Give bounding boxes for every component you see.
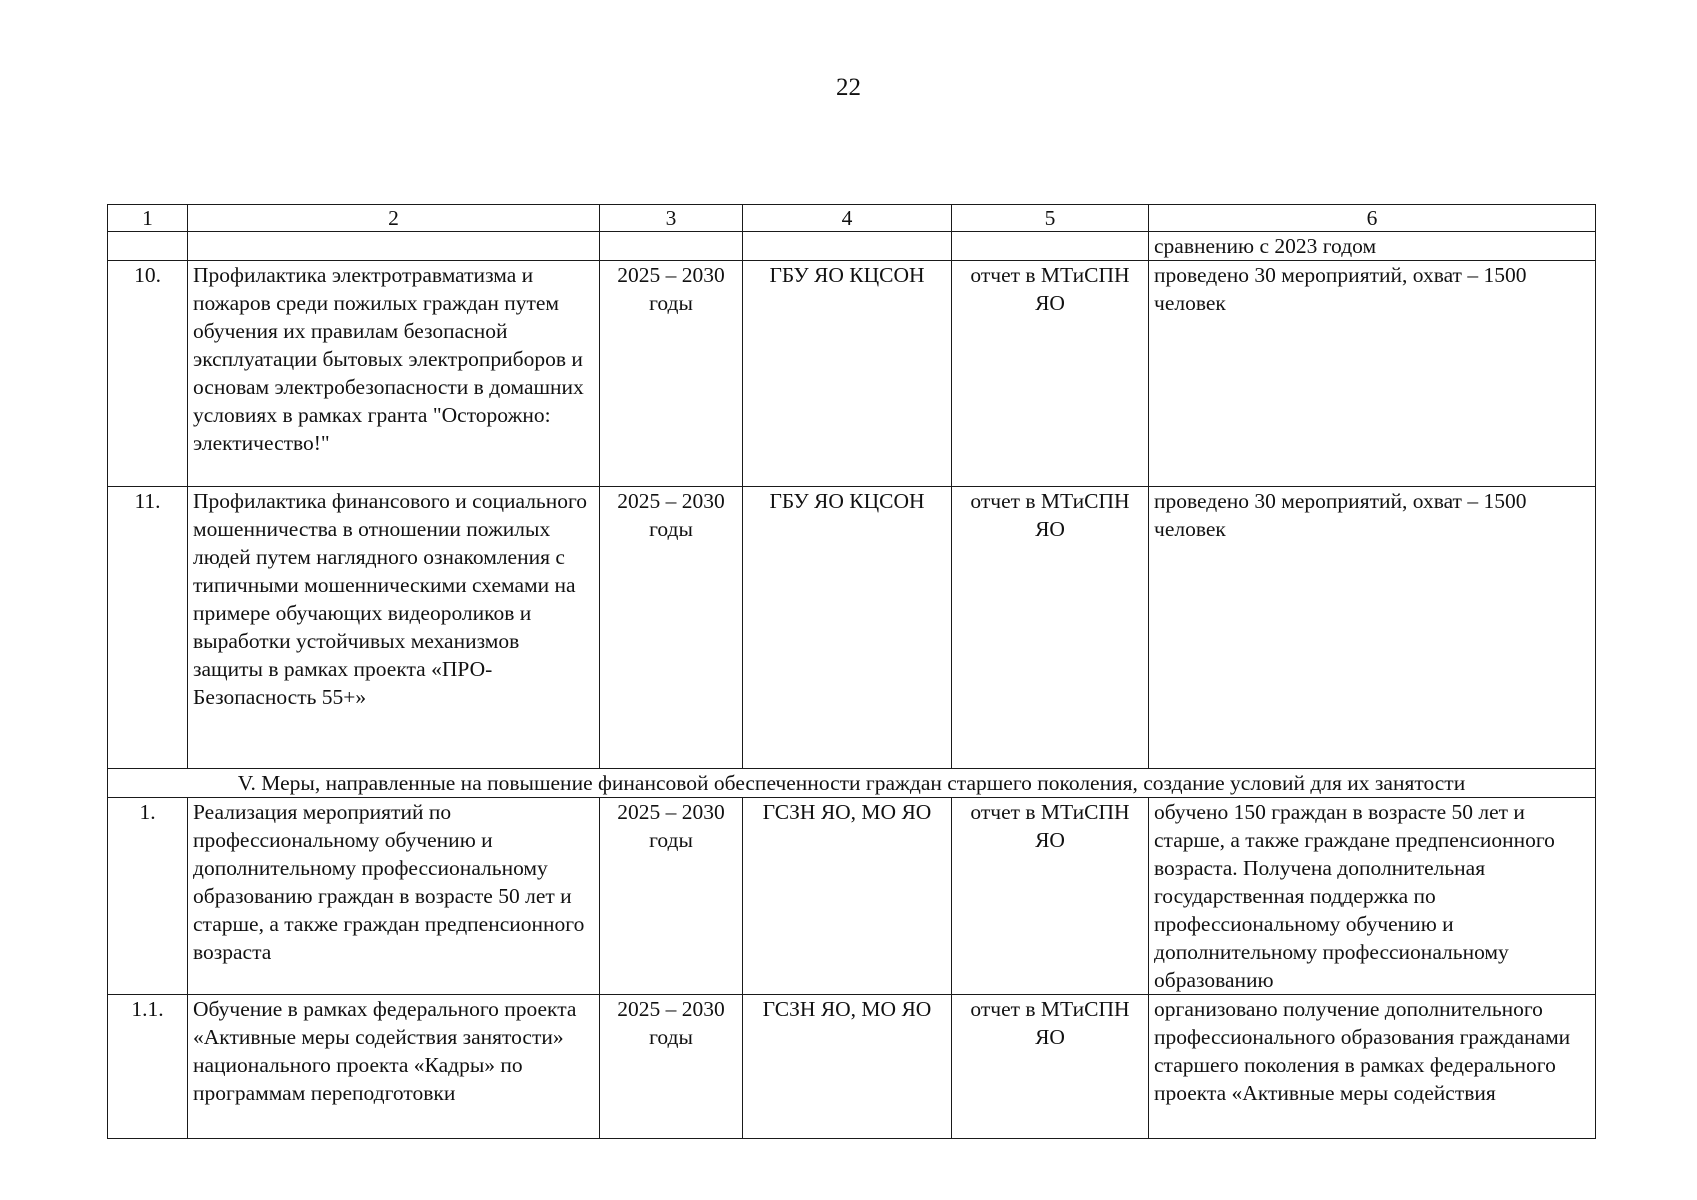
period-cell: 2025 – 2030 годы bbox=[600, 995, 743, 1139]
activity-cell: Профилактика электротравматизма и пожаров среди пожилых граждан путем обучения их правилам безопасной эксплуатации бытовых электроприборов и основам электробезопасности в домашних условиях в рамках гранта "Осторожно: электичество!" bbox=[188, 261, 600, 487]
activity-cell: Профилактика финансового и социального мошенничества в отношении пожилых людей путем наглядного ознакомления с типичными мошенническими схемами на примере обучающих видеороликов и выработки устойчивых механизмов защиты в рамках проекта «ПРО-Безопасность 55+» bbox=[188, 487, 600, 769]
column-number: 5 bbox=[952, 205, 1149, 232]
executor-cell: ГСЗН ЯО, МО ЯО bbox=[743, 798, 952, 995]
column-number: 1 bbox=[108, 205, 188, 232]
table-row bbox=[108, 487, 1596, 769]
continuation-row bbox=[108, 232, 1596, 261]
column-number: 6 bbox=[1149, 205, 1596, 232]
column-number: 4 bbox=[743, 205, 952, 232]
result-cell: организовано получение дополнительного профессионального образования гражданами старшего поколения в рамках федерального проекта «Активные меры содействия bbox=[1149, 995, 1596, 1139]
continuation-text: сравнению с 2023 годом bbox=[1149, 232, 1596, 261]
table-row bbox=[108, 798, 1596, 995]
table-row bbox=[108, 261, 1596, 487]
table-header-row bbox=[108, 205, 1596, 232]
result-cell: проведено 30 мероприятий, охват – 1500 человек bbox=[1149, 487, 1596, 769]
row-number: 1.1. bbox=[108, 995, 188, 1139]
result-cell: обучено 150 граждан в возрасте 50 лет и старше, а также граждане предпенсионного возраста. Получена дополнительная государственная поддержка по профессиональному обучению и дополнительному профессиональному образованию bbox=[1149, 798, 1596, 995]
executor-cell: ГБУ ЯО КЦСОН bbox=[743, 261, 952, 487]
activity-cell: Обучение в рамках федерального проекта «Активные меры содействия занятости» национального проекта «Кадры» по программам переподготовки bbox=[188, 995, 600, 1139]
period-cell: 2025 – 2030 годы bbox=[600, 798, 743, 995]
result-cell: проведено 30 мероприятий, охват – 1500 человек bbox=[1149, 261, 1596, 487]
period-cell: 2025 – 2030 годы bbox=[600, 261, 743, 487]
report-cell: отчет в МТиСПН ЯО bbox=[952, 798, 1149, 995]
executor-cell: ГСЗН ЯО, МО ЯО bbox=[743, 995, 952, 1139]
report-cell: отчет в МТиСПН ЯО bbox=[952, 995, 1149, 1139]
column-number: 2 bbox=[188, 205, 600, 232]
column-number: 3 bbox=[600, 205, 743, 232]
executor-cell: ГБУ ЯО КЦСОН bbox=[743, 487, 952, 769]
report-cell: отчет в МТиСПН ЯО bbox=[952, 261, 1149, 487]
report-cell: отчет в МТиСПН ЯО bbox=[952, 487, 1149, 769]
row-number: 1. bbox=[108, 798, 188, 995]
section-row bbox=[108, 769, 1596, 798]
row-number: 11. bbox=[108, 487, 188, 769]
measures-table bbox=[107, 204, 1596, 1139]
page-number: 22 bbox=[836, 74, 861, 101]
activity-cell: Реализация мероприятий по профессиональному обучению и дополнительному профессиональному образованию граждан в возрасте 50 лет и старше, а также граждан предпенсионного возраста bbox=[188, 798, 600, 995]
row-number: 10. bbox=[108, 261, 188, 487]
period-cell: 2025 – 2030 годы bbox=[600, 487, 743, 769]
section-title: V. Меры, направленные на повышение финансовой обеспеченности граждан старшего поколения, создание условий для их занятости bbox=[108, 769, 1596, 798]
table-row bbox=[108, 995, 1596, 1139]
